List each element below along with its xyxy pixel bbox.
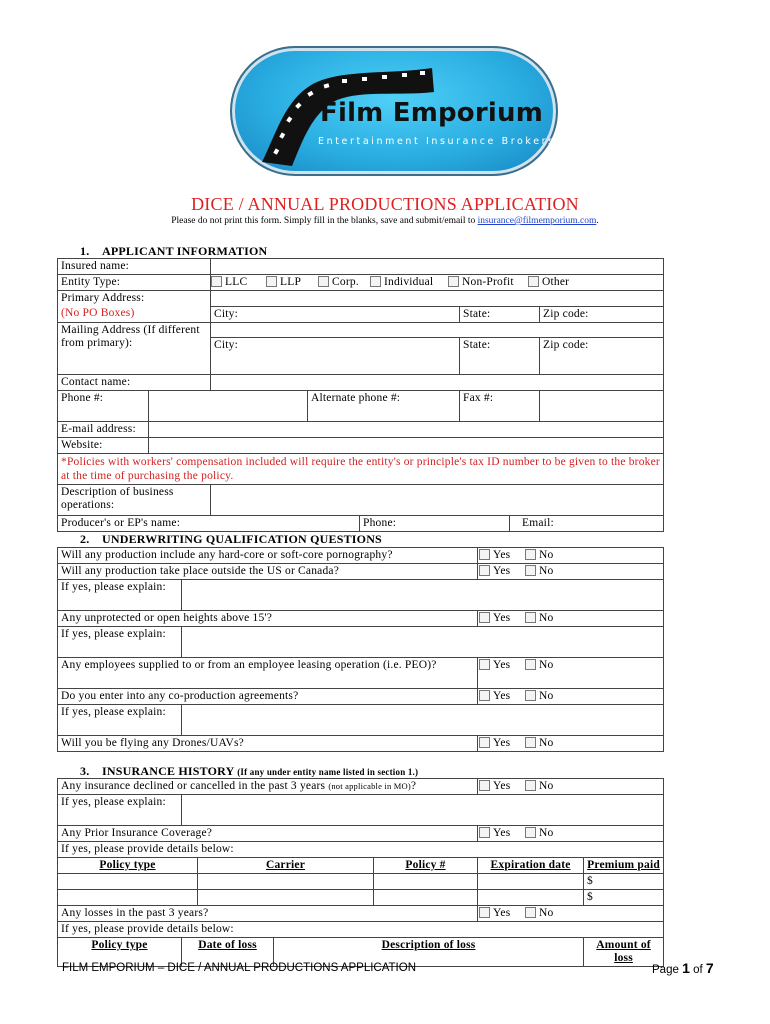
policy-row xyxy=(58,890,664,906)
explain-label: If yes, please explain: xyxy=(58,580,182,611)
primary-address-field[interactable] xyxy=(211,291,664,307)
logo-title: Film Emporium xyxy=(320,98,543,128)
policy-row xyxy=(58,874,664,890)
policy-number-cell[interactable] xyxy=(374,890,478,906)
checkbox-icon[interactable] xyxy=(370,276,381,287)
section-3-number: 3. xyxy=(80,764,90,778)
of-word: of xyxy=(693,964,703,976)
description-label: Description of business operations: xyxy=(58,484,211,515)
no-checkbox[interactable] xyxy=(525,612,536,623)
no-po-boxes-note: (No PO Boxes) xyxy=(58,306,211,322)
producer-email-label: Email: xyxy=(522,516,554,529)
no-checkbox[interactable] xyxy=(525,780,536,791)
fax-label: Fax #: xyxy=(460,390,540,421)
entity-option-nonprofit[interactable] xyxy=(448,276,528,289)
primary-state-field[interactable] xyxy=(460,306,540,322)
answer-outside-us xyxy=(478,564,664,580)
yes-checkbox[interactable] xyxy=(479,690,490,701)
col-policy-number xyxy=(374,858,478,874)
loss-details-label: If yes, please provide details below: xyxy=(58,922,664,938)
website-field[interactable] xyxy=(149,437,664,453)
yes-label: Yes xyxy=(493,549,511,561)
section-1-number: 1. xyxy=(80,244,90,258)
col-carrier xyxy=(198,858,374,874)
yes-label: Yes xyxy=(493,737,511,749)
yes-label: Yes xyxy=(493,690,511,702)
answer-leasing xyxy=(478,658,664,689)
website-label: Website: xyxy=(58,437,149,453)
premium-cell[interactable] xyxy=(584,874,664,890)
state-label: State: xyxy=(463,338,491,351)
insured-name-field[interactable] xyxy=(211,259,664,275)
dollar-sign: $ xyxy=(587,875,593,887)
producer-phone-field[interactable] xyxy=(360,515,510,531)
explain-label: If yes, please explain: xyxy=(58,627,182,658)
answer-declined xyxy=(478,779,664,795)
producer-phone-label: Phone: xyxy=(363,516,397,529)
answer-coproduction xyxy=(478,689,664,705)
checkbox-icon[interactable] xyxy=(266,276,277,287)
section-1-title: APPLICANT INFORMATION xyxy=(102,244,268,258)
description-field[interactable] xyxy=(211,484,664,515)
contact-name-label: Contact name: xyxy=(58,374,211,390)
expiration-cell[interactable] xyxy=(478,890,584,906)
workers-comp-note: *Policies with workers' compensation included will require the entity's or principle's tax ID number to be given to the broker at the time of purchasing the policy. xyxy=(58,453,664,484)
explain-field-outside-us[interactable] xyxy=(182,580,664,611)
policy-type-cell[interactable] xyxy=(58,874,198,890)
yes-label: Yes xyxy=(493,565,511,577)
checkbox-icon[interactable] xyxy=(528,276,539,287)
instructions-suffix: . xyxy=(596,216,599,226)
underwriting-table xyxy=(57,547,664,752)
question-mark: ? xyxy=(410,780,417,792)
question-pornography: Will any production include any hard-core or soft-core pornography? xyxy=(58,548,478,564)
producer-name-field[interactable] xyxy=(58,515,360,531)
yes-label: Yes xyxy=(493,907,511,919)
col-description-of-loss-label: Description of loss xyxy=(381,939,476,951)
mailing-state-field[interactable] xyxy=(460,337,540,374)
col-loss-policy-type-label: Policy type xyxy=(91,939,148,951)
section-2-heading xyxy=(80,532,382,547)
entity-option-label: Individual xyxy=(384,276,434,288)
mailing-city-field[interactable] xyxy=(211,337,460,374)
entity-option-label: Other xyxy=(542,276,570,288)
col-policy-type-label: Policy type xyxy=(99,859,156,871)
yes-checkbox[interactable] xyxy=(479,612,490,623)
no-label: No xyxy=(539,737,554,749)
page-total: 7 xyxy=(705,960,714,976)
phone-label: Phone #: xyxy=(58,390,149,421)
no-label: No xyxy=(539,780,554,792)
checkbox-icon[interactable] xyxy=(318,276,329,287)
section-2-title: UNDERWRITING QUALIFICATION QUESTIONS xyxy=(102,532,382,546)
question-outside-us: Will any production take place outside the US or Canada? xyxy=(58,564,478,580)
entity-option-individual[interactable] xyxy=(370,276,448,289)
mailing-address-field[interactable] xyxy=(211,322,664,337)
section-2-number: 2. xyxy=(80,532,90,546)
producer-email-field[interactable] xyxy=(510,515,664,531)
yes-checkbox[interactable] xyxy=(479,565,490,576)
no-checkbox[interactable] xyxy=(525,549,536,560)
dollar-sign: $ xyxy=(587,891,593,903)
producer-label: Producer's or EP's name: xyxy=(61,516,181,529)
answer-losses xyxy=(478,906,664,922)
no-label: No xyxy=(539,659,554,671)
col-date-of-loss-label: Date of loss xyxy=(198,939,257,951)
answer-drones xyxy=(478,736,664,752)
yes-label: Yes xyxy=(493,780,511,792)
entity-option-label: LLP xyxy=(280,276,302,288)
section-1-heading xyxy=(80,244,267,259)
premium-cell[interactable] xyxy=(584,890,664,906)
city-label: City: xyxy=(214,338,239,351)
section-3-title: INSURANCE HISTORY xyxy=(102,764,235,778)
col-amount-of-loss-label: Amount of loss xyxy=(596,939,651,964)
no-checkbox[interactable] xyxy=(525,827,536,838)
question-leasing: Any employees supplied to or from an employee leasing operation (i.e. PEO)? xyxy=(58,658,478,689)
col-premium xyxy=(584,858,664,874)
policy-number-cell[interactable] xyxy=(374,874,478,890)
col-premium-label: Premium paid xyxy=(587,859,660,871)
no-checkbox[interactable] xyxy=(525,737,536,748)
question-prior-coverage: Any Prior Insurance Coverage? xyxy=(58,826,478,842)
yes-checkbox[interactable] xyxy=(479,907,490,918)
yes-checkbox[interactable] xyxy=(479,549,490,560)
logo-subtitle: Entertainment Insurance Brokers xyxy=(318,136,556,147)
explain-field-declined[interactable] xyxy=(182,795,664,826)
col-expiration xyxy=(478,858,584,874)
provide-details-label: If yes, please provide details below: xyxy=(58,842,664,858)
applicant-info-table xyxy=(57,258,664,532)
no-label: No xyxy=(539,612,554,624)
no-checkbox[interactable] xyxy=(525,690,536,701)
col-policy-number-label: Policy # xyxy=(405,859,446,871)
no-label: No xyxy=(539,907,554,919)
instructions-text: Please do not print this form. Simply fill in the blanks, save and submit/email to xyxy=(171,216,476,226)
explain-field-heights[interactable] xyxy=(182,627,664,658)
zip-label: Zip code: xyxy=(543,338,589,351)
city-label: City: xyxy=(214,307,239,320)
yes-checkbox[interactable] xyxy=(479,659,490,670)
explain-field-coproduction[interactable] xyxy=(182,705,664,736)
yes-checkbox[interactable] xyxy=(479,827,490,838)
entity-type-label: Entity Type: xyxy=(58,275,211,291)
checkbox-icon[interactable] xyxy=(211,276,222,287)
entity-type-options xyxy=(211,275,664,291)
email-link[interactable]: insurance@filmemporium.com xyxy=(477,216,597,226)
insurance-history-table xyxy=(57,778,664,967)
instructions xyxy=(0,216,770,226)
no-checkbox[interactable] xyxy=(525,659,536,670)
page-indicator xyxy=(652,960,714,976)
col-carrier-label: Carrier xyxy=(265,859,306,871)
contact-name-field[interactable] xyxy=(211,374,664,390)
document-title: DICE / ANNUAL PRODUCTIONS APPLICATION xyxy=(191,194,579,214)
entity-option-corp[interactable] xyxy=(318,276,370,289)
fax-field[interactable] xyxy=(540,390,664,421)
insured-name-label: Insured name: xyxy=(58,259,211,275)
entity-option-other[interactable] xyxy=(528,276,583,289)
zip-label: Zip code: xyxy=(543,307,589,320)
carrier-cell[interactable] xyxy=(198,874,374,890)
question-drones: Will you be flying any Drones/UAVs? xyxy=(58,736,478,752)
entity-option-label: LLC xyxy=(225,276,248,288)
expiration-cell[interactable] xyxy=(478,874,584,890)
page-word: Page xyxy=(652,964,679,976)
explain-label: If yes, please explain: xyxy=(58,705,182,736)
primary-zip-field[interactable] xyxy=(540,306,664,322)
yes-label: Yes xyxy=(493,827,511,839)
entity-option-label: Non-Profit xyxy=(462,276,514,288)
footer-title: FILM EMPORIUM – DICE / ANNUAL PRODUCTIONS APPLICATION xyxy=(62,962,417,974)
question-losses: Any losses in the past 3 years? xyxy=(58,906,478,922)
no-label: No xyxy=(539,827,554,839)
entity-option-label: Corp. xyxy=(332,276,359,288)
mailing-zip-field[interactable] xyxy=(540,337,664,374)
section-3-note: (If any under entity name listed in section 1.) xyxy=(237,767,419,777)
col-expiration-label: Expiration date xyxy=(490,859,571,871)
question-coproduction: Do you enter into any co-production agreements? xyxy=(58,689,478,705)
yes-label: Yes xyxy=(493,612,511,624)
no-checkbox[interactable] xyxy=(525,565,536,576)
primary-address-label: Primary Address: xyxy=(58,291,211,307)
email-address-label: E-mail address: xyxy=(58,421,149,437)
state-label: State: xyxy=(463,307,491,320)
no-label: No xyxy=(539,549,554,561)
answer-pornography xyxy=(478,548,664,564)
mailing-address-label: Mailing Address (If different from primary): xyxy=(58,322,211,374)
yes-checkbox[interactable] xyxy=(479,737,490,748)
no-label: No xyxy=(539,690,554,702)
page-number: 1 xyxy=(682,960,690,976)
answer-prior-coverage xyxy=(478,826,664,842)
yes-label: Yes xyxy=(493,659,511,671)
question-declined xyxy=(58,779,478,795)
checkbox-icon[interactable] xyxy=(448,276,459,287)
mo-note: (not applicable in MO) xyxy=(328,781,411,791)
phone-field[interactable] xyxy=(149,390,308,421)
carrier-cell[interactable] xyxy=(198,890,374,906)
section-3-heading xyxy=(80,764,418,779)
company-logo xyxy=(230,46,558,176)
explain-label: If yes, please explain: xyxy=(58,795,182,826)
question-heights: Any unprotected or open heights above 15'? xyxy=(58,611,478,627)
entity-option-llc[interactable] xyxy=(211,276,266,289)
question-declined-text: Any insurance declined or cancelled in the past 3 years xyxy=(61,780,326,792)
alt-phone-label: Alternate phone #: xyxy=(308,390,460,421)
yes-checkbox[interactable] xyxy=(479,780,490,791)
no-checkbox[interactable] xyxy=(525,907,536,918)
col-policy-type xyxy=(58,858,198,874)
email-address-field[interactable] xyxy=(149,421,664,437)
no-label: No xyxy=(539,565,554,577)
entity-option-llp[interactable] xyxy=(266,276,318,289)
answer-heights xyxy=(478,611,664,627)
primary-city-field[interactable] xyxy=(211,306,460,322)
policy-type-cell[interactable] xyxy=(58,890,198,906)
